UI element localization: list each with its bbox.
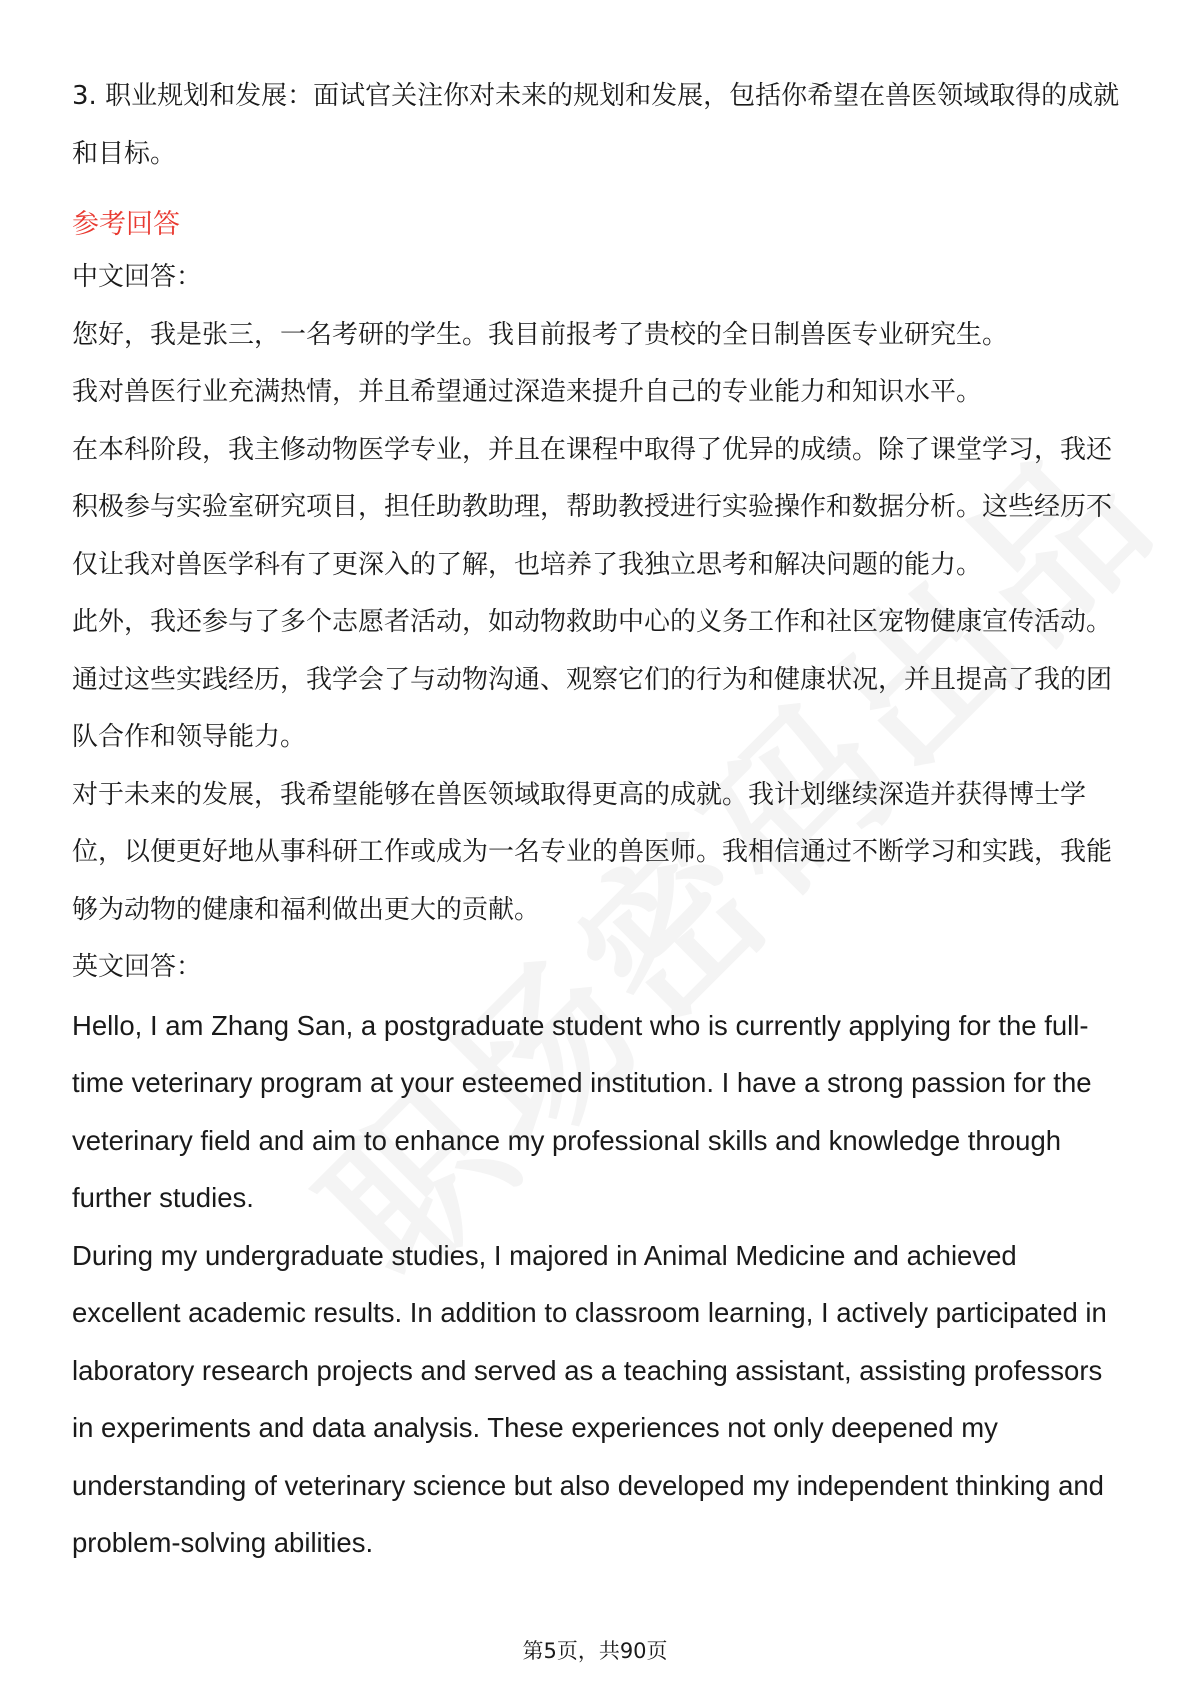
chinese-paragraph: 对于未来的发展，我希望能够在兽医领域取得更高的成就。我计划继续深造并获得博士学位，以便更好地从事科研工作或成为一名专业的兽医师。我相信通过不断学习和实践，我能够为动物的健康和福利做出更大的贡献。	[72, 779, 1113, 925]
english-answer-label: 英文回答：	[72, 952, 203, 982]
english-paragraph: During my undergraduate studies, I majored in Animal Medicine and achieved excellent academic results. In addition to classroom learning, I actively participated in laboratory research projects and served as a teaching assistant, assisting professors in experiments and data analysis. These experiences not only deepened my understanding of veterinary science but also developed my independent thinking and problem-solving abilities.	[72, 1239, 1107, 1558]
reference-answer-heading: 参考回答	[72, 209, 180, 240]
page-number: 第5页，共90页	[522, 1639, 668, 1663]
chinese-paragraph: 在本科阶段，我主修动物医学专业，并且在课程中取得了优异的成绩。除了课堂学习，我还积极参与实验室研究项目，担任助教助理，帮助教授进行实验操作和数据分析。这些经历不仅让我对兽医学科有了更深入的了解，也培养了我独立思考和解决问题的能力。	[72, 434, 1113, 580]
document-page	[72, 68, 1122, 1572]
chinese-paragraph: 您好，我是张三，一名考研的学生。我目前报考了贵校的全日制兽医专业研究生。	[72, 319, 1009, 350]
chinese-answer-label: 中文回答：	[72, 262, 203, 292]
english-paragraph: Hello, I am Zhang San, a postgraduate student who is currently applying for the full-time veterinary program at your esteemed institution. I have a strong passion for the veterinary field and aim to enhance my professional skills and knowledge through further studies.	[72, 1009, 1092, 1213]
chinese-paragraph: 此外，我还参与了多个志愿者活动，如动物救助中心的义务工作和社区宠物健康宣传活动。通过这些实践经历，我学会了与动物沟通、观察它们的行为和健康状况，并且提高了我的团队合作和领导能力。	[72, 607, 1113, 752]
chinese-paragraph: 我对兽医行业充满热情，并且希望通过深造来提升自己的专业能力和知识水平。	[72, 377, 983, 407]
interview-point-3: 3. 职业规划和发展：面试官关注你对未来的规划和发展，包括你希望在兽医领域取得的成就和目标。	[72, 81, 1120, 169]
